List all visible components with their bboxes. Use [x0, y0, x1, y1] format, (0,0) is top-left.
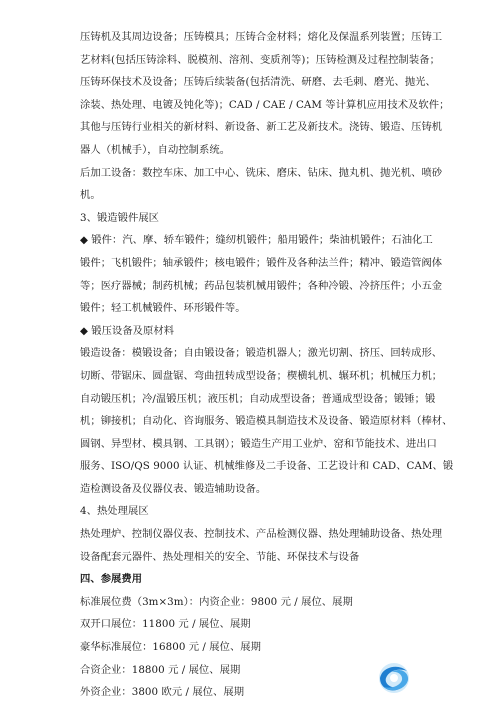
text-line: 机。: [80, 189, 101, 202]
text-line: 服务、ISO/QS 9000 认证、机械维修及二手设备、工艺设计和 CAD、CAM、锻: [80, 460, 454, 473]
text-line: 艺材料(包括压铸涂料、脱模剂、溶剂、变质剂等)；压铸检测及过程控制装备；: [80, 53, 440, 66]
fee-line: 外资企业：3800 欧元 / 展位、展期: [80, 686, 245, 699]
text-line: 自动锻压机；冷/温锻压机；液压机；自动成型设备；普通成型设备；锻锤；锻: [80, 392, 436, 405]
text-line: 涂装、热处理、电镀及钝化等)；CAD / CAE / CAM 等计算机应用技术及软件；: [80, 98, 450, 111]
blue-swirl-logo-icon: [372, 658, 416, 698]
section-heading: 4、热处理展区: [80, 505, 149, 518]
fee-line: 标准展位费（3m×3m）：内资企业：9800 元 / 展位、展期: [80, 595, 353, 608]
text-line: 锻造设备：模锻设备；自由锻设备；锻造机器人；激光切割、挤压、回转成形、: [80, 347, 443, 360]
text-line: 器人（机械手），自动控制系统。: [80, 143, 231, 156]
document-body: [80, 26, 454, 704]
bullet-item: ◆ 锻件：汽、摩、轿车锻件；缝纫机锻件；船用锻件；柴油机锻件；石油化工: [80, 234, 433, 247]
fee-line: 双开口展位：11800 元 / 展位、展期: [80, 618, 251, 631]
text-line: 压铸环保技术及设备；压铸后续装备(包括清洗、研磨、去毛刺、磨光、抛光、: [80, 76, 436, 89]
bullet-item: ◆ 锻压设备及原材料: [80, 324, 175, 337]
text-line: 等；医疗器械；制药机械；药品包装机械用锻件；各种冷锻、冷挤压件；小五金: [80, 279, 443, 292]
text-line: 后加工设备：数控车床、加工中心、铣床、磨床、钻床、抛丸机、抛光机、喷砂: [80, 166, 443, 179]
text-line: 设备配套元器件、热处理相关的安全、节能、环保技术与设备: [80, 550, 360, 563]
text-line: 锻件；飞机锻件；轴承锻件；核电锻件；锻件及各种法兰件；精冲、锻造管阀体: [80, 256, 443, 269]
text-line: 造检测设备及仪器仪表、锻造辅助设备。: [80, 482, 267, 495]
text-line: 机；铆接机；自动化、咨询服务、锻造模具制造技术及设备、锻造原材料（棒材、: [80, 415, 453, 428]
section-heading: 3、锻造锻件展区: [80, 211, 160, 224]
text-line: 其他与压铸行业相关的新材料、新设备、新工艺及新技术。浇铸、锻造、压铸机: [80, 121, 443, 134]
text-line: 切断、带锯床、圆盘锯、弯曲扭转成型设备；楔横轧机、辗环机；机械压力机；: [80, 369, 443, 382]
fee-line: 豪华标准展位：16800 元 / 展位、展期: [80, 641, 262, 654]
text-line: 热处理炉、控制仪器仪表、控制技术、产品检测仪器、热处理辅助设备、热处理: [80, 528, 443, 541]
text-line: 圆钢、异型材、模具钢、工具钢）；锻造生产用工业炉、窑和节能技术、进出口: [80, 437, 437, 450]
section-heading-fees: 四、参展费用: [80, 573, 143, 586]
text-line: 压铸机及其周边设备；压铸模具；压铸合金材料；熔化及保温系列装置；压铸工: [80, 31, 443, 43]
text-line: 锻件；轻工机械锻件、环形锻件等。: [80, 302, 246, 315]
fee-line: 合资企业：18800 元 / 展位、展期: [80, 663, 241, 676]
